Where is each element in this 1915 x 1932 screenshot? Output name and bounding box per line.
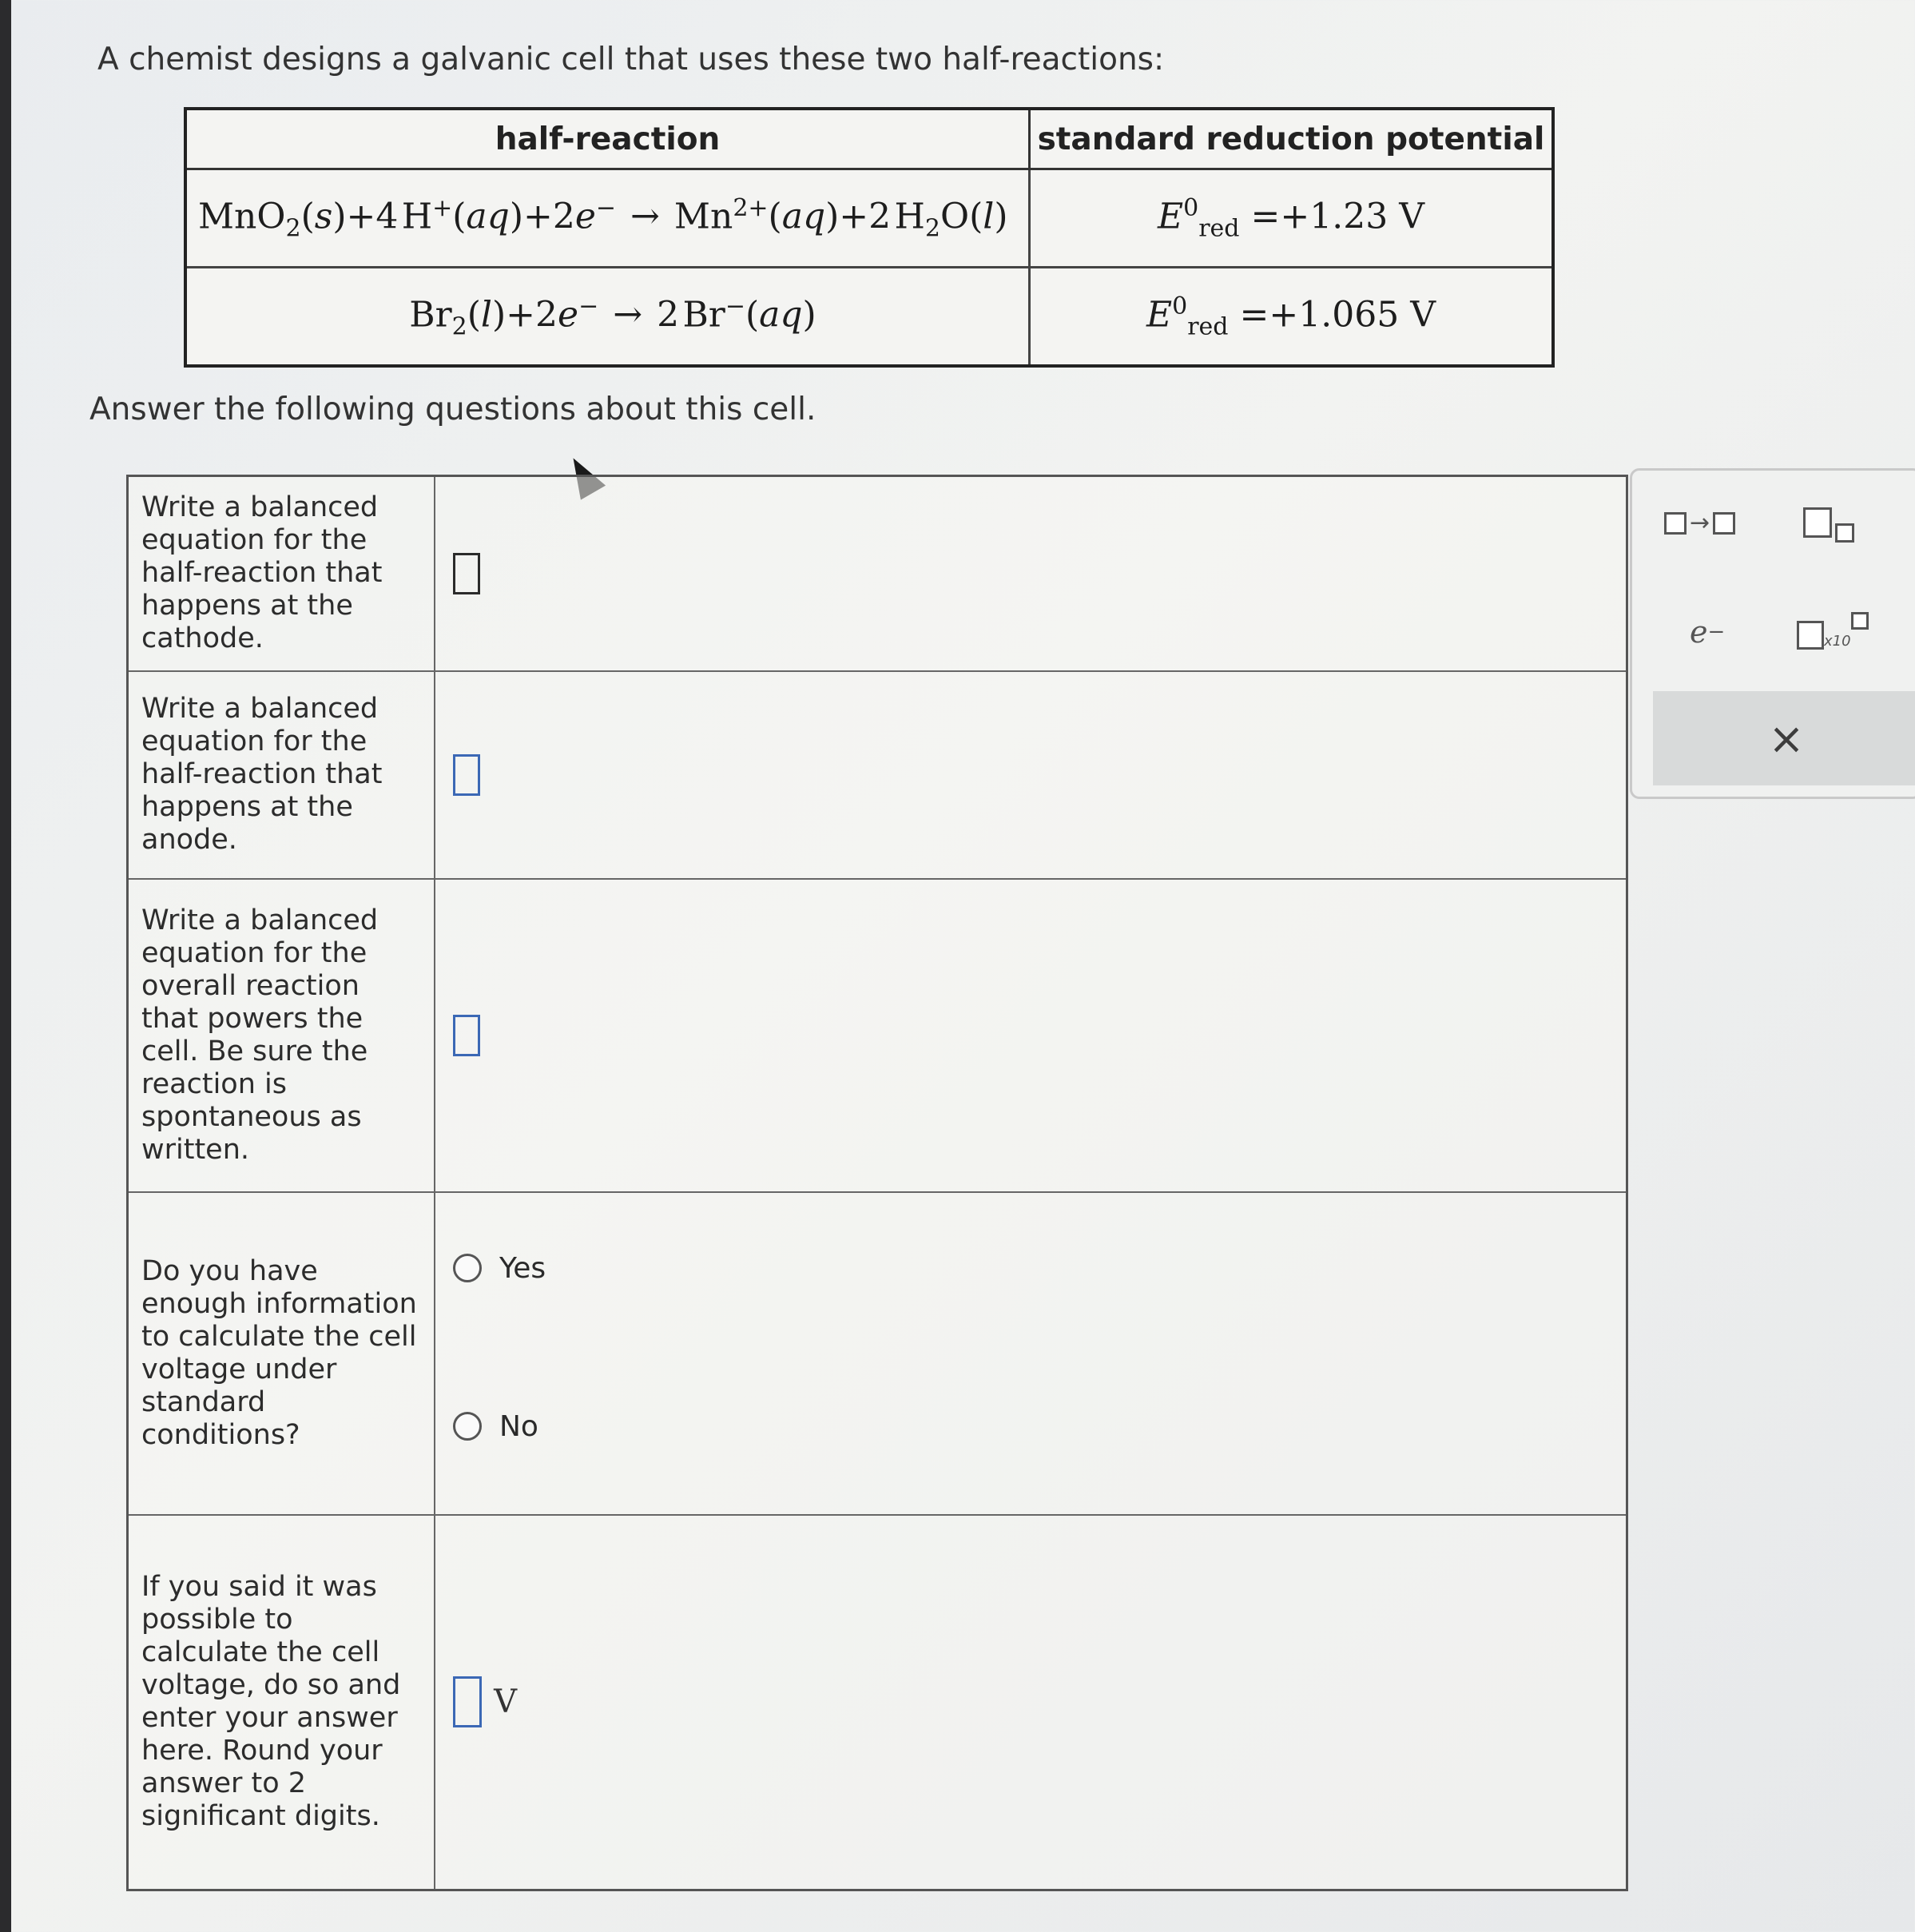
half-reaction-mno2: MnO$_2$(s)+4 $H^+(aq)+2e^- \to Mn^{2+}(aq)+2$ $H_2O(l)$ bbox=[185, 169, 1029, 268]
answer-cell-anode bbox=[435, 671, 1627, 879]
question-enough-info: Do you have enough information to calculate the cell voltage under standard conditions? bbox=[128, 1192, 435, 1515]
close-icon: × bbox=[1768, 713, 1805, 764]
radio-yes[interactable] bbox=[453, 1252, 546, 1285]
instructions-text: Answer the following questions about this cell. bbox=[89, 392, 816, 427]
potential-br2: $E^0_{red} =+1.065$ V bbox=[1029, 268, 1553, 367]
cathode-equation-input[interactable] bbox=[453, 553, 480, 594]
voltage-input[interactable] bbox=[453, 1676, 482, 1727]
radio-yes-label: Yes bbox=[499, 1251, 546, 1285]
answer-cell-enough-info bbox=[435, 1192, 1627, 1515]
answer-cell-overall bbox=[435, 879, 1627, 1192]
radio-yes-circle[interactable] bbox=[453, 1254, 482, 1282]
overall-equation-input[interactable] bbox=[453, 1015, 480, 1056]
radio-no[interactable] bbox=[453, 1410, 538, 1443]
header-standard-potential: standard reduction potential bbox=[1029, 109, 1553, 169]
question-voltage: If you said it was possible to calculate the cell voltage, do so and enter your answer here. Round your answer to 2 significant digits. bbox=[128, 1515, 435, 1890]
question-overall: Write a balanced equation for the overall reaction that powers the cell. Be sure the reaction is spontaneous as written. bbox=[128, 879, 435, 1192]
question-anode: Write a balanced equation for the half-reaction that happens at the anode. bbox=[128, 671, 435, 879]
screen-bezel bbox=[0, 0, 11, 1932]
header-half-reaction: half-reaction bbox=[185, 109, 1029, 169]
voltage-unit: V bbox=[494, 1684, 517, 1721]
reaction-arrow-icon[interactable]: → bbox=[1664, 509, 1735, 537]
close-palette-button[interactable] bbox=[1653, 691, 1915, 785]
question-table bbox=[126, 475, 1628, 1891]
electron-icon[interactable]: e − bbox=[1690, 614, 1726, 650]
answer-cell-cathode bbox=[435, 476, 1627, 671]
problem-intro: A chemist designs a galvanic cell that uses these two half-reactions: bbox=[97, 42, 1165, 78]
question-cathode: Write a balanced equation for the half-reaction that happens at the cathode. bbox=[128, 476, 435, 671]
half-reaction-table bbox=[184, 107, 1555, 368]
potential-mno2: $E^0_{red} =+1.23$ V bbox=[1029, 169, 1553, 268]
radio-no-label: No bbox=[499, 1409, 538, 1443]
answer-cell-voltage bbox=[435, 1515, 1627, 1890]
math-palette bbox=[1630, 468, 1915, 799]
scientific-notation-icon[interactable]: x10 bbox=[1797, 606, 1869, 650]
half-reaction-br2: $Br_2(l)+2e^- \to 2$ Br−(aq) bbox=[185, 268, 1029, 367]
anode-equation-input[interactable] bbox=[453, 754, 480, 796]
subscript-icon[interactable] bbox=[1803, 503, 1854, 543]
radio-no-circle[interactable] bbox=[453, 1412, 482, 1441]
